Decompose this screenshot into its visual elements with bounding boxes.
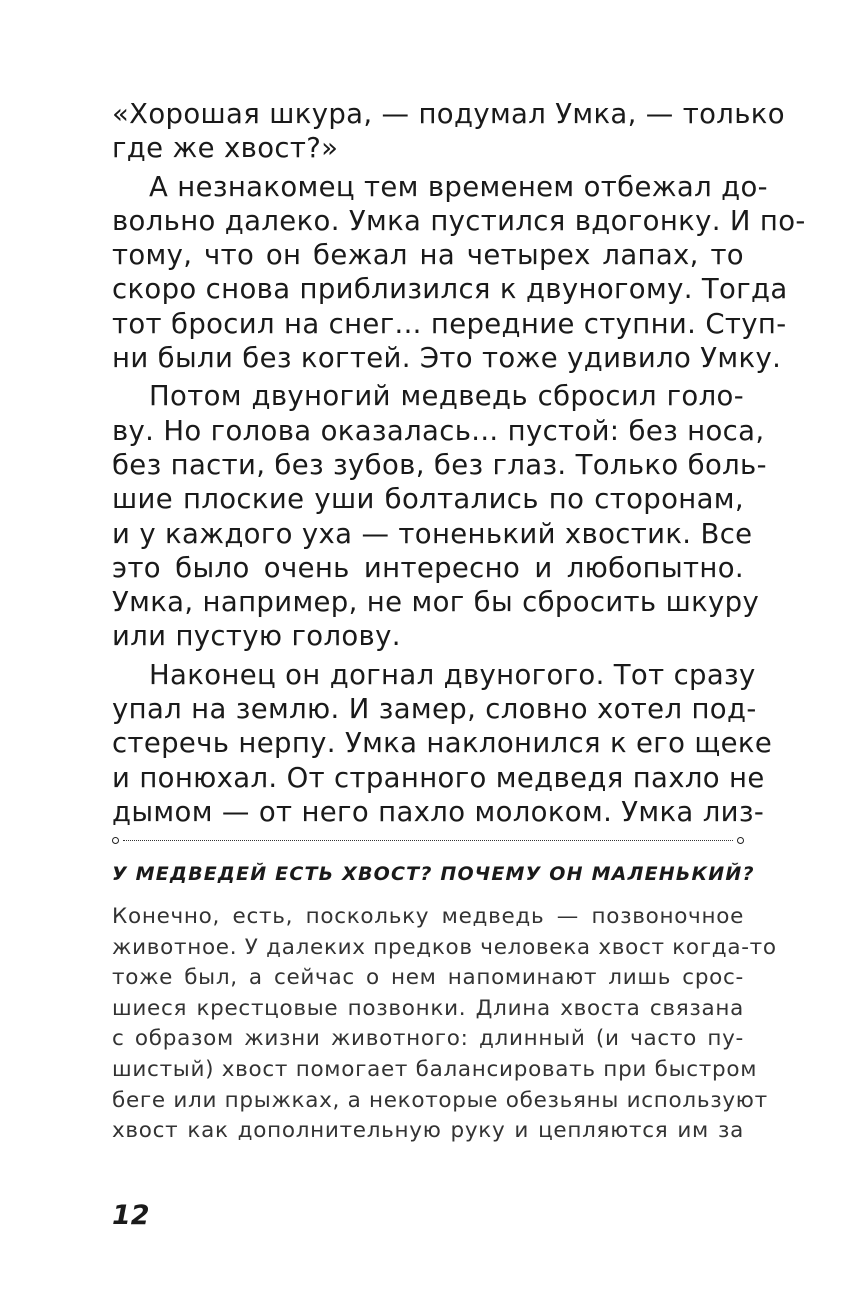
divider-right-circle-icon: [737, 837, 744, 844]
sidebar-line: Конечно, есть, поскольку медведь — позвоночное: [112, 904, 744, 929]
sidebar-line: тоже был, а сейчас о нем напоминают лишь срос-: [112, 965, 744, 991]
page-number: 12: [112, 1200, 150, 1231]
story-line: тому, что он бежал на четырех лапах, то: [112, 239, 744, 272]
sidebar-heading: У МЕДВЕДЕЙ ЕСТЬ ХВОСТ? ПОЧЕМУ ОН МАЛЕНЬКИЙ?: [112, 863, 755, 885]
story-line: и у каждого уха — тоненький хвостик. Все: [112, 517, 753, 550]
story-line: Потом двуногий медведь сбросил голо-: [149, 380, 744, 413]
story-line: А незнакомец тем временем отбежал до-: [149, 170, 768, 203]
story-line: это было очень интересно и любопытно.: [112, 551, 744, 584]
story-line: ни были без когтей. Это тоже удивило Умку.: [112, 342, 782, 375]
sidebar-line: шистый) хвост помогает балансировать при быстром: [112, 1056, 758, 1082]
story-line: ву. Но голова оказалась... пустой: без носа,: [112, 414, 765, 447]
sidebar-line: животное. У далеких предков человека хвост когда-то: [112, 934, 777, 960]
story-line: скоро снова приблизился к двуногому. Тогда: [112, 273, 788, 306]
story-line: или пустую голову.: [112, 620, 401, 653]
sidebar-line: шиеся крестцовые позвонки. Длина хвоста связана: [112, 995, 744, 1021]
story-line: упал на землю. И замер, словно хотел под-: [112, 693, 757, 726]
story-line: «Хорошая шкура, — подумал Умка, — только: [112, 98, 785, 130]
story-line: Умка, например, не мог бы сбросить шкуру: [112, 586, 760, 619]
story-line: тот бросил на снег... передние ступни. Ступ-: [112, 307, 787, 340]
divider-left-circle-icon: [112, 837, 119, 844]
story-line: Наконец он догнал двуногого. Тот сразу: [149, 658, 756, 691]
story-line: где же хвост?»: [112, 132, 339, 165]
dotted-rule: [123, 840, 733, 841]
story-text: [112, 97, 806, 829]
sidebar-line: беге или прыжках, а некоторые обезьяны используют: [112, 1087, 768, 1113]
sidebar-text: [112, 902, 777, 1147]
sidebar-line: хвост как дополнительную руку и цепляются им за: [112, 1118, 744, 1144]
story-line: дымом — от него пахло молоком. Умка лиз-: [112, 795, 765, 828]
sidebar-divider: [112, 837, 744, 847]
story-line: стеречь нерпу. Умка наклонился к его щеке: [112, 727, 773, 760]
story-line: шие плоские уши болтались по сторонам,: [112, 483, 744, 516]
sidebar-line: с образом жизни животного: длинный (и часто пу-: [112, 1026, 744, 1052]
story-line: и понюхал. От странного медведя пахло не: [112, 761, 765, 794]
story-line: без пасти, без зубов, без глаз. Только боль-: [112, 448, 767, 481]
story-line: вольно далеко. Умка пустился вдогонку. И по-: [112, 204, 806, 237]
